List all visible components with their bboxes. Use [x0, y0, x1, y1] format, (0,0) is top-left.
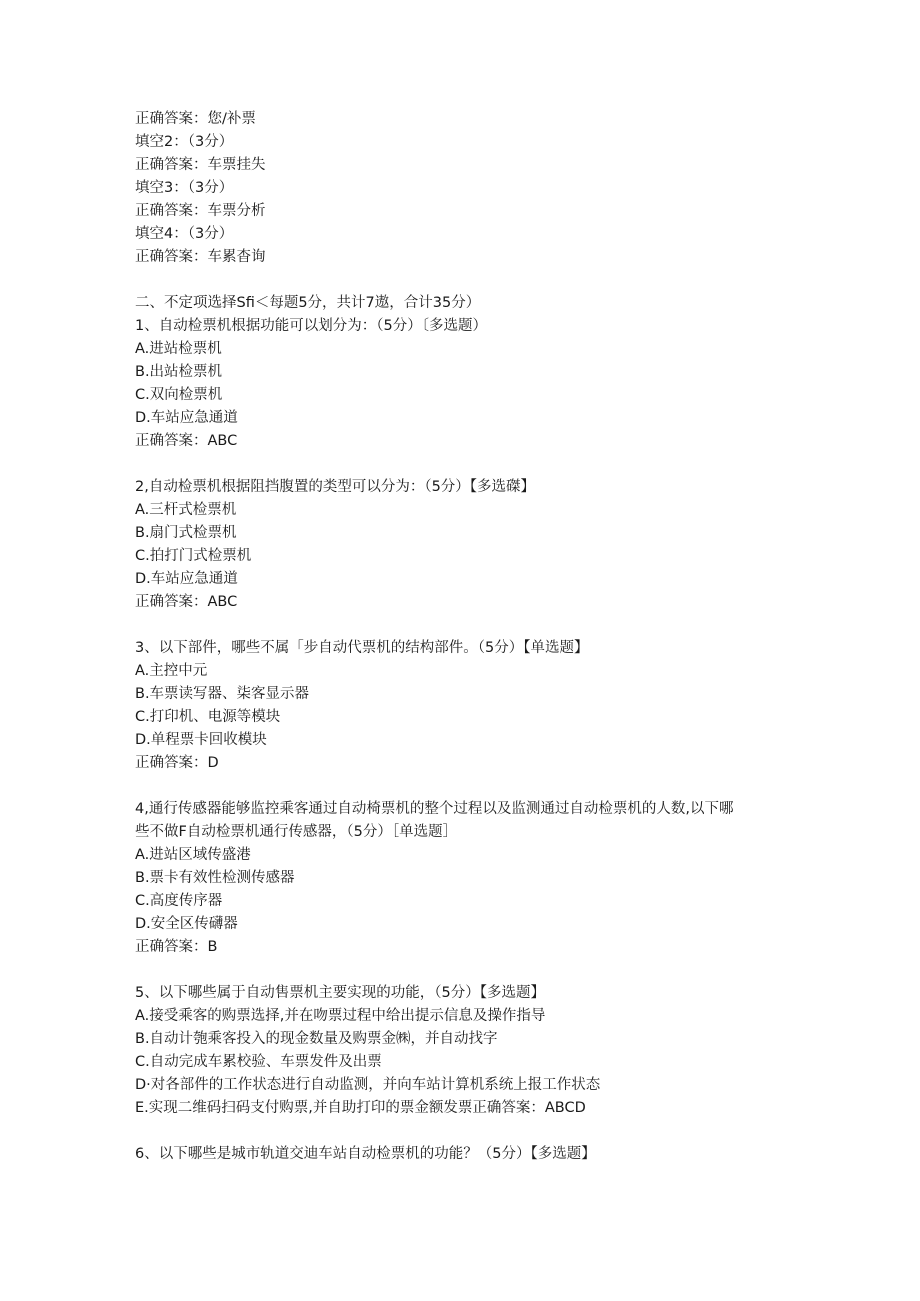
- fill-blank-3: 填空3：（3分）: [135, 180, 234, 196]
- spacer: [135, 269, 795, 292]
- question-4-option-d: D.安全区传礴器: [135, 916, 238, 932]
- question-5-option-e: E.实现二维码扫码支付购票,并自助打印的票金额发票正确答案：ABCD: [135, 1100, 586, 1116]
- question-4-option-c: C.高度传序器: [135, 893, 223, 909]
- question-1-option-d: D.车站应急通道: [135, 410, 238, 426]
- question-5-option-c: C.自动完成车累校验、车票发件及出票: [135, 1054, 382, 1070]
- question-2-option-c: C.拍打门式检票机: [135, 548, 252, 564]
- question-2-option-d: D.车站应急通道: [135, 571, 238, 587]
- section-title: 二、不定项选择Sfi＜每题5分，共计7遨，合计35分）: [135, 295, 481, 311]
- spacer: [135, 614, 795, 637]
- question-1-option-a: A.进站检票机: [135, 341, 222, 357]
- question-2-option-a: A.三杆式检票机: [135, 502, 237, 518]
- question-3-option-a: A.主控中元: [135, 663, 208, 679]
- question-2-option-b: B.扇门式检票机: [135, 525, 237, 541]
- fill-blank-4: 填空4：（3分）: [135, 226, 234, 242]
- question-6-stem: 6、以下哪些是城市轨道交迪车站自动检票机的功能？（5分）【多选题】: [135, 1146, 596, 1162]
- document-page: [135, 108, 795, 1166]
- question-4-option-b: B.票卡有效性检测传感器: [135, 870, 295, 886]
- question-5-option-d: D·对各部件的工作状态进行自动监测，并向车站计算机系统上报工作状态: [135, 1077, 601, 1093]
- question-4-stem-line-2: 些不做F自动检票机通行传感器，（5分）［单选题］: [135, 824, 458, 840]
- fill-blank-2: 填空2：（3分）: [135, 134, 234, 150]
- spacer: [135, 775, 795, 798]
- spacer: [135, 959, 795, 982]
- question-2-stem: 2,自动检票机根据阻挡腹置的类型可以分为：（5分）【多选磔】: [135, 479, 536, 495]
- spacer: [135, 1120, 795, 1143]
- fill-answer-1: 正确答案：您/补票: [135, 111, 256, 127]
- question-3-stem: 3、以下部件，哪些不属「步自动代票机的结构部件。（5分）【单选题】: [135, 640, 589, 656]
- question-4-stem-line-1: 4,通行传感器能够监控乘客通过自动椅票机的整个过程以及监测通过自动检票机的人数,以下哪: [135, 801, 734, 817]
- question-2-answer: 正确答案：ABC: [135, 594, 238, 610]
- question-4-answer: 正确答案：B: [135, 939, 218, 955]
- fill-answer-2: 正确答案：车票挂失: [135, 157, 266, 173]
- question-3-option-b: B.车票读写器、柒客显示器: [135, 686, 310, 702]
- question-3-option-d: D.单程票卡回收模块: [135, 732, 267, 748]
- question-1-stem: 1、自动检票机根据功能可以划分为：（5分）〔多选题）: [135, 318, 487, 334]
- question-3-option-c: C.打印机、电源等模块: [135, 709, 281, 725]
- question-3-answer: 正确答案：D: [135, 755, 219, 771]
- fill-answer-4: 正确答案：车累杳询: [135, 249, 266, 265]
- question-4-option-a: A.进站区域传盛港: [135, 847, 251, 863]
- question-5-option-a: A.接受乘客的购票选择,并在吻票过程中给出提示信息及操作指导: [135, 1008, 546, 1024]
- question-1-option-c: C.双向检票机: [135, 387, 223, 403]
- question-1-option-b: B.出站检票机: [135, 364, 223, 380]
- spacer: [135, 453, 795, 476]
- question-1-answer: 正确答案：ABC: [135, 433, 238, 449]
- question-5-stem: 5、以下哪些属于自动售票机主要实现的功能，（5分）【多选题】: [135, 985, 545, 1001]
- fill-answer-3: 正确答案：车票分析: [135, 203, 266, 219]
- question-5-option-b: B.自动计匏乘客投入的现金数量及购票金㈱，并自动找字: [135, 1031, 498, 1047]
